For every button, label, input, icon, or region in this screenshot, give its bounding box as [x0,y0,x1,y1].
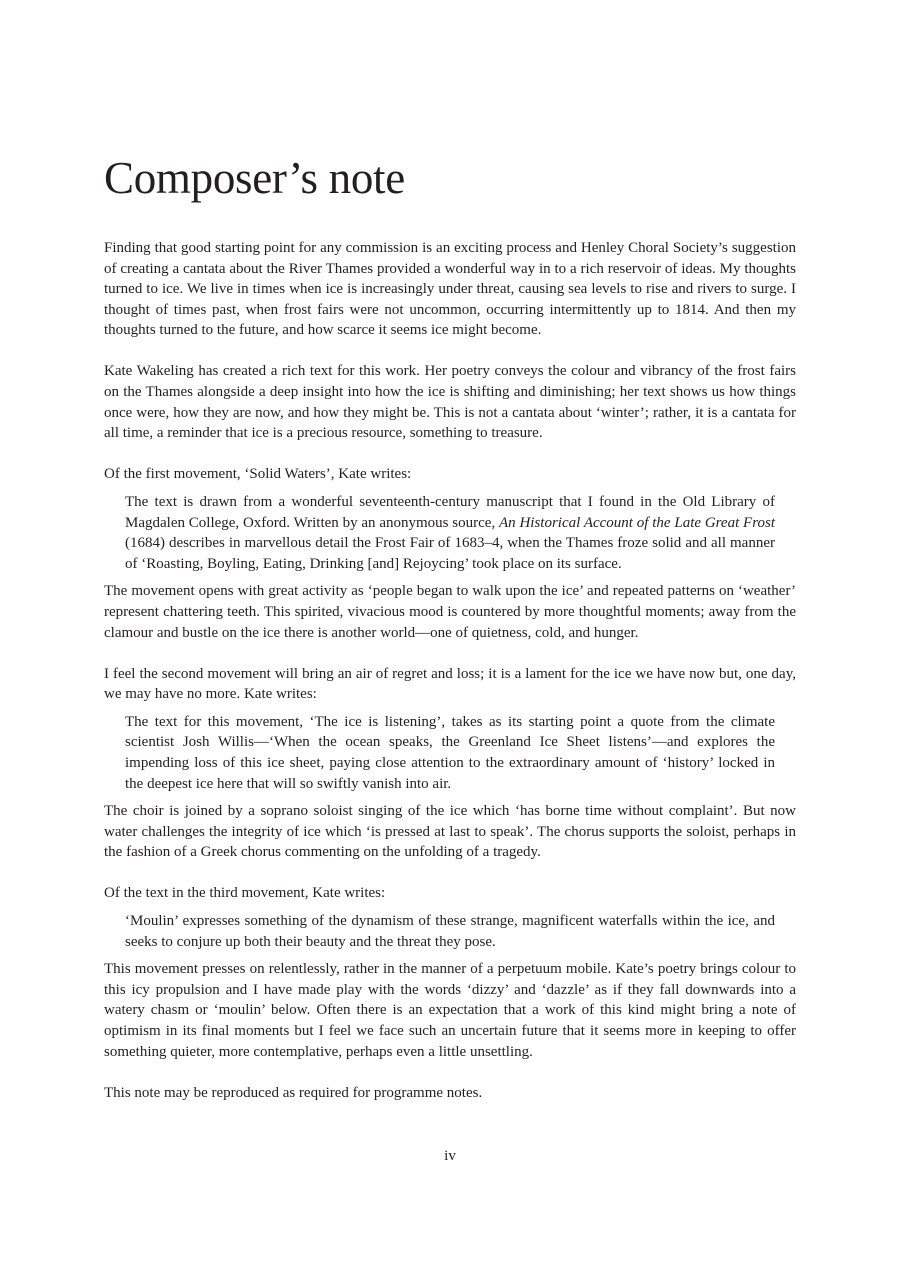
page-title: Composer’s note [104,153,405,203]
quote-first-movement-after: (1684) describes in marvellous detail the Frost Fair of 1683–4, when the Thames froze solid and all manner of ‘Roasting, Boyling, Eating, Drinking [and] Rejoycing’ took place on its surface. [125,535,775,572]
paragraph-third-movement-lead: Of the text in the third movement, Kate writes: [104,885,386,902]
quote-second-movement-text: The text for this movement, ‘The ice is listening’, takes as its starting point a quote from the climate scientist Josh Willis—‘When the ocean speaks, the Greenland Ice Sheet listens’—and explores the impending loss of this ice sheet, paying close attention to the extraordinary amount of ‘history’ locked in the deepest ice here that will so swiftly vanish into air. [125,713,775,792]
quote-third-movement-text: ‘Moulin’ expresses something of the dynamism of these strange, magnificent waterfalls within the ice, and seeks to conjure up both their beauty and the threat they pose. [125,913,775,950]
paragraph-text-author: Kate Wakeling has created a rich text for this work. Her poetry conveys the colour and vibrancy of the frost fairs on the Thames alongside a deep insight into how the ice is shifting and diminishing; her text shows us how things once were, how they are now, and how they might be. This is not a cantata about ‘winter’; rather, it is a cantata for all time, a reminder that ice is a precious resource, something to treasure. [104,363,796,442]
quote-second-movement [125,712,775,794]
paragraph-first-movement: The movement opens with great activity as ‘people began to walk upon the ice’ and repeated patterns on ‘weather’ represent chattering teeth. This spirited, vivacious mood is countered by more thoughtful moments; away from the clamour and bustle on the ice there is another world—one of quietness, cold, and hunger. [104,583,796,641]
paragraph-intro: Finding that good starting point for any commission is an exciting process and Henley Choral Society’s suggestion of creating a cantata about the River Thames provided a wonderful way in to a rich reservoir of ideas. My thoughts turned to ice. We live in times when ice is increasingly under threat, causing sea levels to rise and rivers to surge. I thought of times past, when frost fairs were not uncommon, occurring intermittently up to 1814. And then my thoughts turned to the future, and how scarce it seems ice might become. [104,240,796,339]
manuscript-title: An Historical Account of the Late Great Frost [499,514,775,531]
paragraph-second-movement-lead: I feel the second movement will bring an air of regret and loss; it is a lament for the ice we have now but, one day, we may have no more. Kate writes: [104,665,796,703]
quote-third-movement [125,911,775,952]
quote-first-movement [125,492,775,574]
paragraph-third-movement: This movement presses on relentlessly, rather in the manner of a perpetuum mobile. Kate’s poetry brings colour to this icy propulsion and I have made play with the words ‘dizzy’ and ‘dazzle’ as if they fall downwards into a watery chasm or ‘moulin’ below. Often there is an expectation that a work of this kind might bring a note of optimism in its final moments but I feel we face such an uncertain future that it seems more in keeping to offer something quieter, more contemplative, perhaps even a little unsettling. [104,961,796,1060]
paragraph-first-movement-lead: Of the first movement, ‘Solid Waters’, Kate writes: [104,466,412,483]
note-body [104,238,796,1103]
paragraph-second-movement: The choir is joined by a soprano soloist singing of the ice which ‘has borne time without complaint’. But now water challenges the integrity of ice which ‘is pressed at last to speak’. The chorus supports the soloist, perhaps in the fashion of a Greek chorus commenting on the unfolding of a tragedy. [104,803,796,861]
paragraph-reproduction-note: This note may be reproduced as required for programme notes. [104,1084,483,1101]
page-number: iv [444,1148,456,1164]
quote-first-movement-text [125,492,775,574]
quote-first-movement-before: The text is drawn from a wonderful seventeenth-century manuscript that I found in the Old Library of Magdalen College, Oxford. Written by an anonymous source, [125,493,775,531]
